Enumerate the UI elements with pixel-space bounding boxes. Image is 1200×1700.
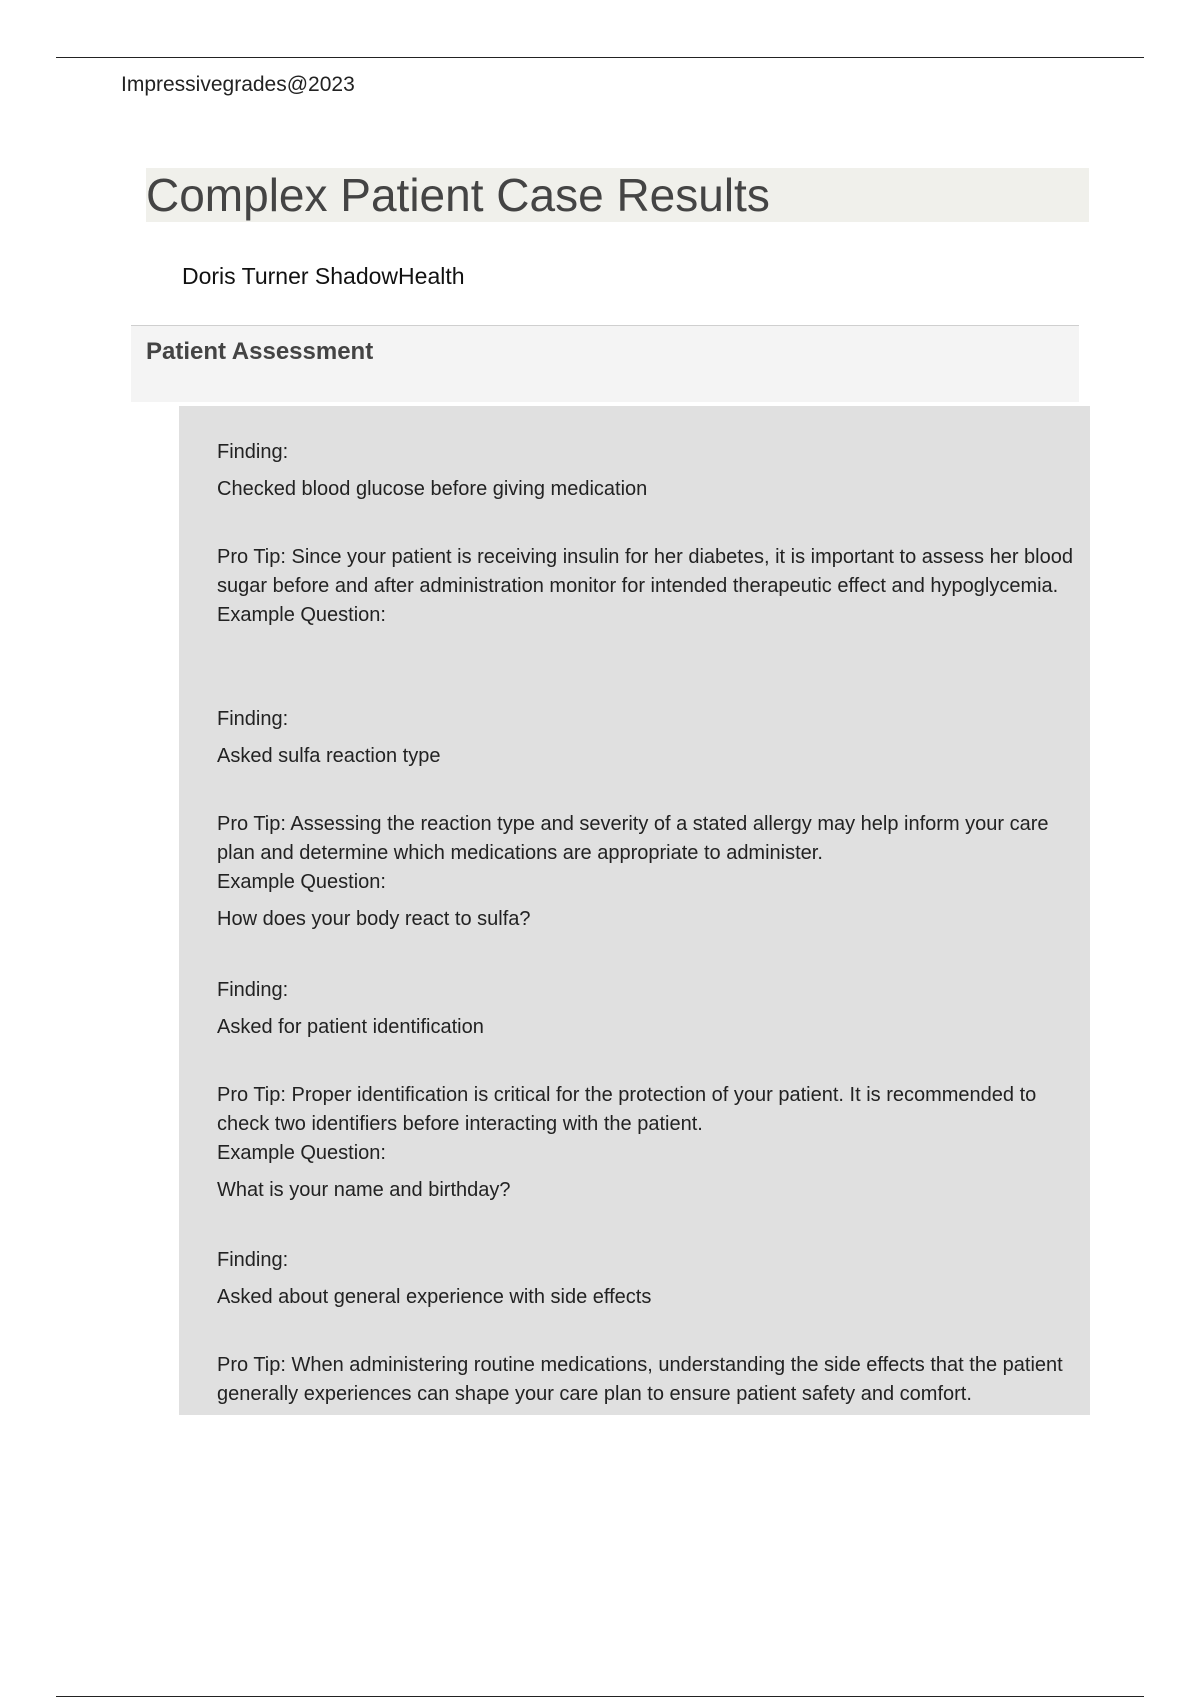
- finding-value: Asked for patient identification: [217, 1015, 484, 1038]
- finding-item: [217, 1246, 1087, 1408]
- example-question-label: Example Question:: [217, 604, 386, 626]
- watermark: Impressivegrades@2023: [121, 73, 355, 96]
- case-subtitle: Doris Turner ShadowHealth: [182, 263, 465, 289]
- bottom-rule: [56, 1696, 1144, 1697]
- finding-value: Checked blood glucose before giving medication: [217, 477, 648, 500]
- top-rule: [56, 57, 1144, 58]
- page-title: Complex Patient Case Results: [146, 169, 770, 221]
- finding-value: Asked about general experience with side effects: [217, 1285, 652, 1308]
- pro-tip: Pro Tip: When administering routine medications, understanding the side effects that the patient generally experiences can shape your care plan to ensure patient safety and comfort.: [217, 1354, 1063, 1405]
- finding-item: [217, 976, 1087, 1204]
- pro-tip: Pro Tip: Assessing the reaction type and severity of a stated allergy may help inform your care plan and determine which medications are appropriate to administer.: [217, 813, 1049, 864]
- finding-value: Asked sulfa reaction type: [217, 744, 441, 767]
- example-question-label: Example Question:: [217, 1142, 386, 1164]
- example-question-value: What is your name and birthday?: [217, 1178, 511, 1201]
- finding-item: [217, 438, 1087, 630]
- findings-panel: [179, 406, 1090, 1415]
- finding-label: Finding:: [217, 1249, 289, 1271]
- pro-tip: Pro Tip: Proper identification is critical for the protection of your patient. It is recommended to check two identifiers before interacting with the patient.: [217, 1084, 1037, 1135]
- example-question-label: Example Question:: [217, 871, 386, 893]
- finding-label: Finding:: [217, 708, 289, 730]
- example-question-value: How does your body react to sulfa?: [217, 907, 531, 930]
- section-header: [131, 325, 1079, 402]
- finding-item: [217, 705, 1087, 933]
- pro-tip: Pro Tip: Since your patient is receiving insulin for her diabetes, it is important to assess her blood sugar before and after administration monitor for intended therapeutic effect and hypoglycemia.: [217, 546, 1073, 597]
- finding-label: Finding:: [217, 979, 289, 1001]
- finding-label: Finding:: [217, 441, 289, 463]
- section-title: Patient Assessment: [146, 338, 374, 365]
